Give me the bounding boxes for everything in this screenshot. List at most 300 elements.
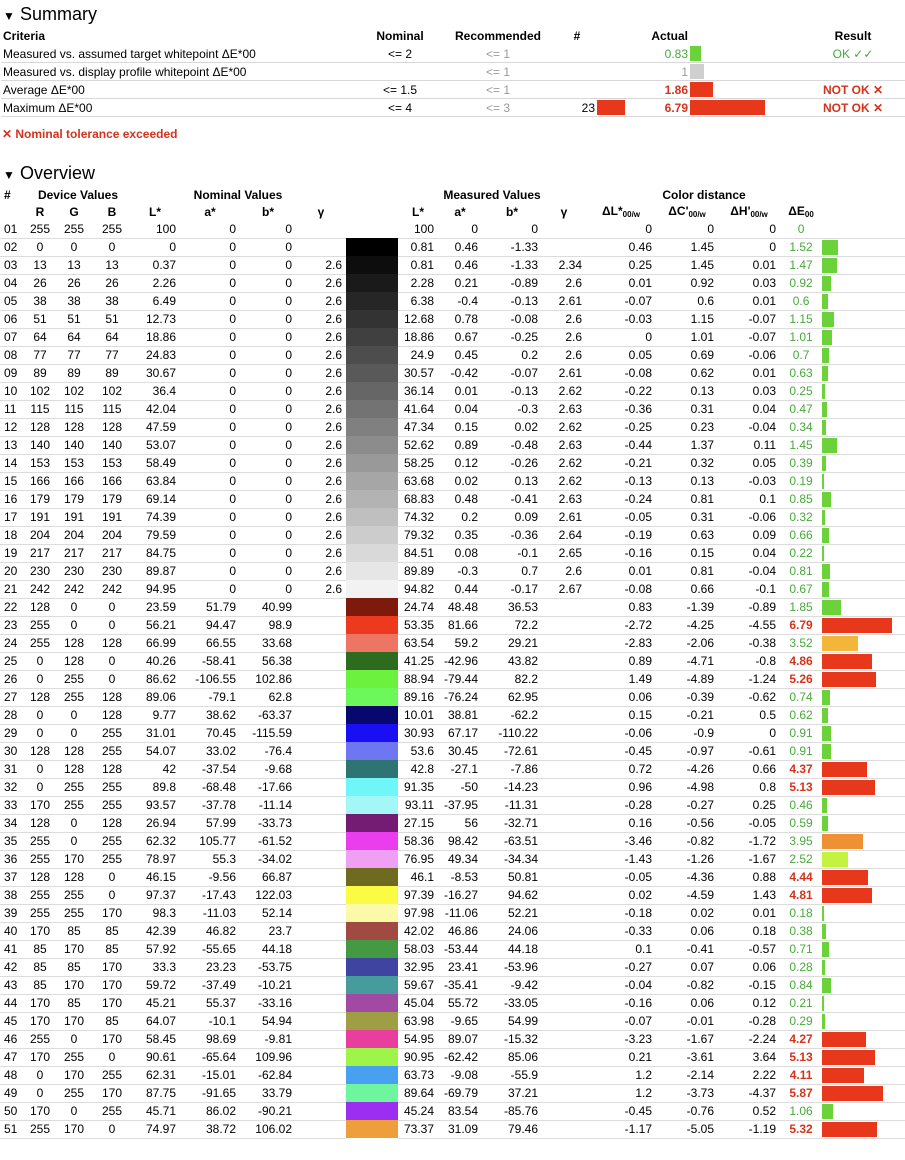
delta-E: 3.95 <box>780 832 822 850</box>
nominal-gamma <box>296 724 346 742</box>
delta-L: -2.83 <box>586 634 656 652</box>
color-swatch <box>346 868 398 886</box>
color-swatch <box>346 688 398 706</box>
delta-C: -3.61 <box>656 1048 718 1066</box>
tolerance-notice: ✕ Nominal tolerance exceeded <box>2 127 178 141</box>
delta-L: 0.46 <box>586 238 656 256</box>
measured-a: 98.42 <box>438 832 482 850</box>
device-g: 38 <box>54 292 94 310</box>
delta-L: 0.16 <box>586 814 656 832</box>
overview-toggle[interactable] <box>0 159 905 186</box>
measured-b: -53.96 <box>482 958 542 976</box>
color-swatch-cell <box>346 1066 398 1084</box>
actual-bar-cell <box>690 99 765 117</box>
measured-gamma <box>542 706 586 724</box>
delta-e-bar-cell <box>822 724 905 742</box>
measured-gamma <box>542 850 586 868</box>
measured-L: 53.35 <box>398 616 438 634</box>
measured-b: -0.41 <box>482 490 542 508</box>
delta-e-bar <box>822 492 831 507</box>
overview-title: Overview <box>20 163 96 183</box>
nominal-a: 0 <box>180 418 240 436</box>
nominal-L: 0.37 <box>130 256 180 274</box>
delta-L: -0.06 <box>586 724 656 742</box>
summary-recommended: <= 1 <box>439 63 557 81</box>
measured-a: 48.48 <box>438 598 482 616</box>
nominal-a: 0 <box>180 274 240 292</box>
table-row <box>0 832 905 850</box>
nominal-gamma <box>296 796 346 814</box>
delta-e-bar <box>822 546 824 561</box>
delta-E: 0.6 <box>780 292 822 310</box>
measured-L: 63.73 <box>398 1066 438 1084</box>
device-b: 255 <box>94 742 130 760</box>
delta-e-bar <box>822 1122 877 1137</box>
delta-E: 1.47 <box>780 256 822 274</box>
device-r: 51 <box>26 310 54 328</box>
delta-e-bar <box>822 672 876 687</box>
device-b: 0 <box>94 670 130 688</box>
nominal-b: 0 <box>240 400 296 418</box>
table-row <box>0 724 905 742</box>
device-g: 51 <box>54 310 94 328</box>
device-r: 26 <box>26 274 54 292</box>
nominal-L: 63.84 <box>130 472 180 490</box>
delta-E: 0.19 <box>780 472 822 490</box>
delta-E: 4.44 <box>780 868 822 886</box>
measured-a: 67.17 <box>438 724 482 742</box>
measured-b: 24.06 <box>482 922 542 940</box>
device-b: 255 <box>94 220 130 238</box>
actual-bar-cell <box>690 81 765 99</box>
nominal-L: 79.59 <box>130 526 180 544</box>
delta-e-bar-cell <box>822 562 905 580</box>
delta-H: -1.72 <box>718 832 780 850</box>
delta-E: 1.15 <box>780 310 822 328</box>
measured-b: -0.13 <box>482 292 542 310</box>
device-r: 204 <box>26 526 54 544</box>
measured-gamma <box>542 1012 586 1030</box>
measured-b: -55.9 <box>482 1066 542 1084</box>
summary-actual: 1.86 <box>625 81 690 99</box>
delta-C: -5.05 <box>656 1120 718 1138</box>
delta-H: -0.89 <box>718 598 780 616</box>
delta-e-bar <box>822 726 831 741</box>
nominal-L: 90.61 <box>130 1048 180 1066</box>
nominal-gamma <box>296 886 346 904</box>
col-dE: $\Delta E_{00}$ <box>788 204 814 219</box>
delta-e-bar <box>822 276 831 291</box>
device-r: 13 <box>26 256 54 274</box>
delta-E: 4.81 <box>780 886 822 904</box>
measured-b: -1.33 <box>482 238 542 256</box>
nominal-a: -106.55 <box>180 670 240 688</box>
table-row <box>0 508 905 526</box>
delta-e-bar <box>822 708 828 723</box>
measured-L: 42.8 <box>398 760 438 778</box>
delta-e-bar <box>822 366 828 381</box>
nominal-a: -37.49 <box>180 976 240 994</box>
nominal-b: 0 <box>240 292 296 310</box>
color-swatch <box>346 670 398 688</box>
nominal-gamma <box>296 814 346 832</box>
nominal-b: 98.9 <box>240 616 296 634</box>
measured-gamma <box>542 976 586 994</box>
device-r: 128 <box>26 688 54 706</box>
delta-E: 0.32 <box>780 508 822 526</box>
summary-recommended: <= 3 <box>439 99 557 117</box>
measured-b: -1.33 <box>482 256 542 274</box>
summary-recommended: <= 1 <box>439 81 557 99</box>
measured-gamma: 2.63 <box>542 400 586 418</box>
nominal-b: 0 <box>240 418 296 436</box>
measured-a: 0 <box>438 220 482 238</box>
measured-gamma: 2.62 <box>542 382 586 400</box>
table-row <box>0 688 905 706</box>
summary-row <box>1 45 905 63</box>
measured-L: 18.86 <box>398 328 438 346</box>
nominal-a: 55.37 <box>180 994 240 1012</box>
nominal-a: 0 <box>180 454 240 472</box>
measured-L: 41.64 <box>398 400 438 418</box>
color-swatch-cell <box>346 634 398 652</box>
delta-E: 0.85 <box>780 490 822 508</box>
delta-C: 0.06 <box>656 922 718 940</box>
color-swatch-cell <box>346 1048 398 1066</box>
measured-b: -0.89 <box>482 274 542 292</box>
col-b: b* <box>262 204 274 219</box>
measured-gamma: 2.63 <box>542 436 586 454</box>
measured-gamma: 2.6 <box>542 310 586 328</box>
delta-e-bar-cell <box>822 616 905 634</box>
summary-nominal: <= 2 <box>361 45 439 63</box>
delta-e-bar <box>822 330 832 345</box>
table-row <box>0 328 905 346</box>
table-row <box>0 1066 905 1084</box>
delta-L: 0.01 <box>586 274 656 292</box>
table-row <box>0 382 905 400</box>
delta-L: 0 <box>586 328 656 346</box>
device-g: 0 <box>54 598 94 616</box>
color-swatch-cell <box>346 958 398 976</box>
delta-C: 0.31 <box>656 508 718 526</box>
delta-e-bar-cell <box>822 274 905 292</box>
delta-H: -1.19 <box>718 1120 780 1138</box>
device-b: 255 <box>94 778 130 796</box>
summary-nominal: <= 4 <box>361 99 439 117</box>
measured-gamma: 2.64 <box>542 526 586 544</box>
table-row <box>0 940 905 958</box>
summary-actual: 6.79 <box>625 99 690 117</box>
delta-L: -0.25 <box>586 418 656 436</box>
delta-E: 5.13 <box>780 1048 822 1066</box>
device-b: 0 <box>94 868 130 886</box>
nominal-L: 33.3 <box>130 958 180 976</box>
col-dC: $\Delta C'_{00/w}$ <box>668 204 706 219</box>
device-r: 170 <box>26 922 54 940</box>
nominal-gamma <box>296 598 346 616</box>
summary-toggle[interactable] <box>0 0 905 27</box>
delta-C: -1.67 <box>656 1030 718 1048</box>
nominal-L: 23.59 <box>130 598 180 616</box>
nominal-L: 62.32 <box>130 832 180 850</box>
delta-e-bar-cell <box>822 688 905 706</box>
nominal-a: 98.69 <box>180 1030 240 1048</box>
device-g: 0 <box>54 814 94 832</box>
device-b: 242 <box>94 580 130 598</box>
nominal-L: 58.45 <box>130 1030 180 1048</box>
device-g: 230 <box>54 562 94 580</box>
table-row <box>0 490 905 508</box>
device-g: 255 <box>54 1048 94 1066</box>
nominal-L: 6.49 <box>130 292 180 310</box>
delta-L: -0.08 <box>586 580 656 598</box>
summary-criteria: Average ΔE*00 <box>1 81 361 99</box>
color-swatch-cell <box>346 292 398 310</box>
measured-a: -11.06 <box>438 904 482 922</box>
nominal-a: 0 <box>180 292 240 310</box>
color-swatch <box>346 922 398 940</box>
delta-H: -0.8 <box>718 652 780 670</box>
measured-gamma <box>542 904 586 922</box>
delta-e-bar-cell <box>822 868 905 886</box>
nominal-L: 42.39 <box>130 922 180 940</box>
color-swatch <box>346 1030 398 1048</box>
patch-index: 23 <box>0 616 26 634</box>
patch-index: 36 <box>0 850 26 868</box>
delta-e-bar <box>822 870 868 885</box>
delta-H: 0.66 <box>718 760 780 778</box>
nominal-b: -62.84 <box>240 1066 296 1084</box>
delta-C: -1.39 <box>656 598 718 616</box>
device-b: 191 <box>94 508 130 526</box>
device-r: 230 <box>26 562 54 580</box>
color-swatch-cell <box>346 508 398 526</box>
nominal-b: 0 <box>240 508 296 526</box>
measured-a: 0.01 <box>438 382 482 400</box>
delta-L: -1.43 <box>586 850 656 868</box>
measured-L: 10.01 <box>398 706 438 724</box>
measured-b: 29.21 <box>482 634 542 652</box>
nominal-b: 0 <box>240 580 296 598</box>
delta-e-bar-cell <box>822 346 905 364</box>
delta-H: 0.52 <box>718 1102 780 1120</box>
measured-L: 53.6 <box>398 742 438 760</box>
color-swatch <box>346 418 398 436</box>
device-b: 128 <box>94 418 130 436</box>
nominal-L: 89.8 <box>130 778 180 796</box>
nominal-a: 0 <box>180 508 240 526</box>
measured-gamma: 2.6 <box>542 328 586 346</box>
delta-e-bar-cell <box>822 652 905 670</box>
delta-L: -0.33 <box>586 922 656 940</box>
measured-b: -11.31 <box>482 796 542 814</box>
measured-a: 0.35 <box>438 526 482 544</box>
measured-b: -7.86 <box>482 760 542 778</box>
table-row <box>0 544 905 562</box>
delta-e-bar <box>822 1032 866 1047</box>
summary-title: Summary <box>20 4 98 24</box>
patch-index: 49 <box>0 1084 26 1102</box>
color-swatch-cell <box>346 1084 398 1102</box>
device-b: 102 <box>94 382 130 400</box>
delta-H: -0.61 <box>718 742 780 760</box>
delta-H: 0.03 <box>718 382 780 400</box>
nominal-a: 94.47 <box>180 616 240 634</box>
measured-L: 58.03 <box>398 940 438 958</box>
measured-L: 84.51 <box>398 544 438 562</box>
measured-L: 91.35 <box>398 778 438 796</box>
device-g: 85 <box>54 922 94 940</box>
delta-E: 0.47 <box>780 400 822 418</box>
nominal-b: 66.87 <box>240 868 296 886</box>
measured-gamma <box>542 1102 586 1120</box>
delta-e-bar-cell <box>822 778 905 796</box>
patch-index: 01 <box>0 220 26 238</box>
device-b: 128 <box>94 688 130 706</box>
measured-gamma: 2.61 <box>542 508 586 526</box>
table-row <box>0 778 905 796</box>
delta-C: 0.81 <box>656 490 718 508</box>
delta-H: 0.01 <box>718 292 780 310</box>
patch-index: 44 <box>0 994 26 1012</box>
nominal-gamma: 2.6 <box>296 472 346 490</box>
nominal-L: 54.07 <box>130 742 180 760</box>
measured-a: 0.44 <box>438 580 482 598</box>
delta-e-bar <box>822 582 829 597</box>
measured-b: -110.22 <box>482 724 542 742</box>
nominal-b: 122.03 <box>240 886 296 904</box>
nominal-a: 0 <box>180 544 240 562</box>
color-swatch <box>346 832 398 850</box>
delta-C: -4.26 <box>656 760 718 778</box>
color-swatch-cell <box>346 1030 398 1048</box>
delta-L: -0.04 <box>586 976 656 994</box>
delta-E: 2.52 <box>780 850 822 868</box>
delta-e-bar-cell <box>822 706 905 724</box>
measured-L: 89.16 <box>398 688 438 706</box>
delta-e-bar-cell <box>822 526 905 544</box>
delta-E: 0.71 <box>780 940 822 958</box>
nominal-L: 74.39 <box>130 508 180 526</box>
delta-C: 0.69 <box>656 346 718 364</box>
delta-e-bar-cell <box>822 1120 905 1138</box>
nominal-gamma <box>296 1030 346 1048</box>
delta-H: 0.11 <box>718 436 780 454</box>
actual-header: Actual <box>651 29 688 43</box>
delta-L: -0.07 <box>586 292 656 310</box>
device-r: 0 <box>26 238 54 256</box>
measured-gamma: 2.6 <box>542 274 586 292</box>
delta-e-bar-cell <box>822 256 905 274</box>
nominal-b: -76.4 <box>240 742 296 760</box>
nominal-gamma <box>296 778 346 796</box>
table-row <box>0 1012 905 1030</box>
delta-E: 0.81 <box>780 562 822 580</box>
delta-e-bar-cell <box>822 310 905 328</box>
measured-a: -69.79 <box>438 1084 482 1102</box>
measured-gamma <box>542 1048 586 1066</box>
summary-table <box>1 27 905 117</box>
measured-L: 58.25 <box>398 454 438 472</box>
nominal-gamma <box>296 832 346 850</box>
measured-a: 46.86 <box>438 922 482 940</box>
overview-table <box>0 186 905 1139</box>
nominal-gamma: 2.6 <box>296 292 346 310</box>
overview-section <box>0 159 905 1139</box>
device-g: 0 <box>54 1030 94 1048</box>
actual-bar <box>690 100 765 115</box>
table-row <box>0 796 905 814</box>
device-r: 255 <box>26 1030 54 1048</box>
measured-a: 49.34 <box>438 850 482 868</box>
delta-H: 0.01 <box>718 904 780 922</box>
delta-L: 0.96 <box>586 778 656 796</box>
nominal-L: 66.99 <box>130 634 180 652</box>
nominal-b: 62.8 <box>240 688 296 706</box>
device-r: 89 <box>26 364 54 382</box>
delta-e-bar <box>822 888 872 903</box>
measured-gamma: 2.62 <box>542 454 586 472</box>
device-r: 166 <box>26 472 54 490</box>
measured-gamma <box>542 832 586 850</box>
device-g: 153 <box>54 454 94 472</box>
measured-L: 45.04 <box>398 994 438 1012</box>
delta-e-bar-cell <box>822 634 905 652</box>
device-r: 217 <box>26 544 54 562</box>
measured-gamma: 2.6 <box>542 346 586 364</box>
table-row <box>0 400 905 418</box>
delta-E: 1.01 <box>780 328 822 346</box>
device-r: 128 <box>26 814 54 832</box>
patch-index: 27 <box>0 688 26 706</box>
device-r: 77 <box>26 346 54 364</box>
device-g: 204 <box>54 526 94 544</box>
nominal-gamma: 2.6 <box>296 382 346 400</box>
delta-e-bar <box>822 564 830 579</box>
device-g: 255 <box>54 886 94 904</box>
delta-H: 3.64 <box>718 1048 780 1066</box>
color-swatch <box>346 346 398 364</box>
device-g: 128 <box>54 742 94 760</box>
nominal-a: -37.54 <box>180 760 240 778</box>
delta-L: 0.89 <box>586 652 656 670</box>
delta-e-bar <box>822 294 828 309</box>
delta-C: 0.92 <box>656 274 718 292</box>
patch-index: 29 <box>0 724 26 742</box>
delta-E: 0.18 <box>780 904 822 922</box>
delta-C: -0.39 <box>656 688 718 706</box>
device-b: 38 <box>94 292 130 310</box>
delta-H: 0.25 <box>718 796 780 814</box>
device-r: 0 <box>26 670 54 688</box>
nominal-a: 33.02 <box>180 742 240 760</box>
delta-E: 0.91 <box>780 724 822 742</box>
nominal-gamma <box>296 922 346 940</box>
nominal-b: 0 <box>240 346 296 364</box>
measured-gamma <box>542 1066 586 1084</box>
table-row <box>0 1102 905 1120</box>
delta-e-bar <box>822 510 825 525</box>
device-b: 255 <box>94 1102 130 1120</box>
delta-E: 5.13 <box>780 778 822 796</box>
color-swatch-cell <box>346 310 398 328</box>
delta-e-bar <box>822 1104 833 1119</box>
color-swatch <box>346 886 398 904</box>
delta-H: -0.07 <box>718 328 780 346</box>
summary-criteria: Measured vs. assumed target whitepoint ΔE*00 <box>1 45 361 63</box>
nominal-a: 38.62 <box>180 706 240 724</box>
